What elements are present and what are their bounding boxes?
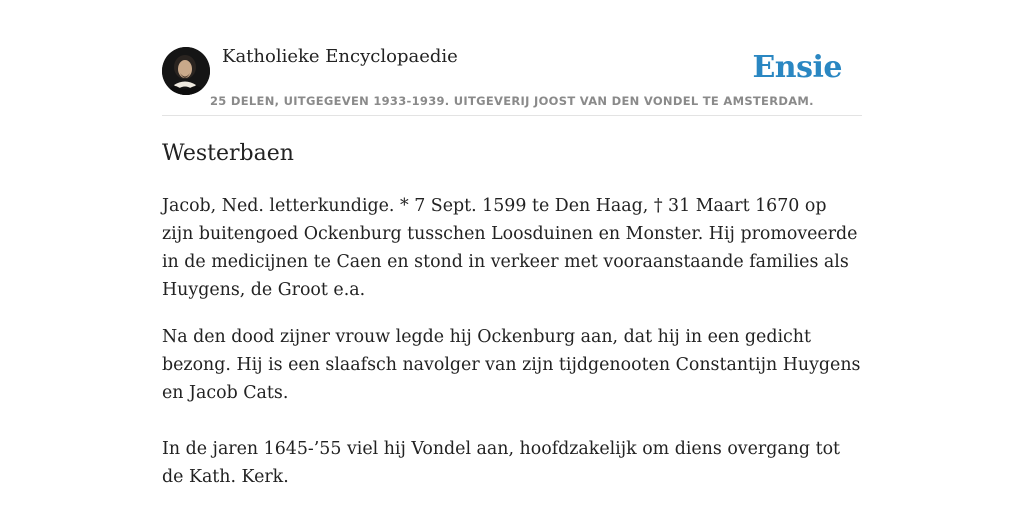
article-title: Westerbaen (162, 141, 294, 166)
article-paragraph: Jacob, Ned. letterkundige. * 7 Sept. 1599 te Den Haag, † 31 Maart 1670 op zijn buitengoed Ockenburg tusschen Loosduinen en Monster. Hij promoveerde in de medicijnen te Caen en stond in verkeer met vooraanstaande families als Huygens, de Groot e.a. (162, 196, 858, 300)
portrait-icon (162, 47, 210, 95)
article-paragraph: Na den dood zijner vrouw legde hij Ockenburg aan, dat hij in een gedicht bezong. Hij is een slaafsch navolger van zijn tijdgenooten Constantijn Huygens en Jacob Cats. (162, 327, 861, 403)
source-title-link[interactable]: Katholieke Encyclopaedie (222, 46, 458, 67)
portrait-avatar-icon[interactable] (162, 47, 210, 95)
ensie-logo-link[interactable]: Ensie (752, 50, 842, 85)
source-meta: 25 DELEN, UITGEGEVEN 1933-1939. UITGEVERIJ JOOST VAN DEN VONDEL TE AMSTERDAM. (210, 94, 814, 108)
header-divider (162, 115, 862, 116)
article-paragraph: In de jaren 1645-’55 viel hij Vondel aan, hoofdzakelijk om diens overgang tot de Kath. Kerk. (162, 439, 841, 487)
